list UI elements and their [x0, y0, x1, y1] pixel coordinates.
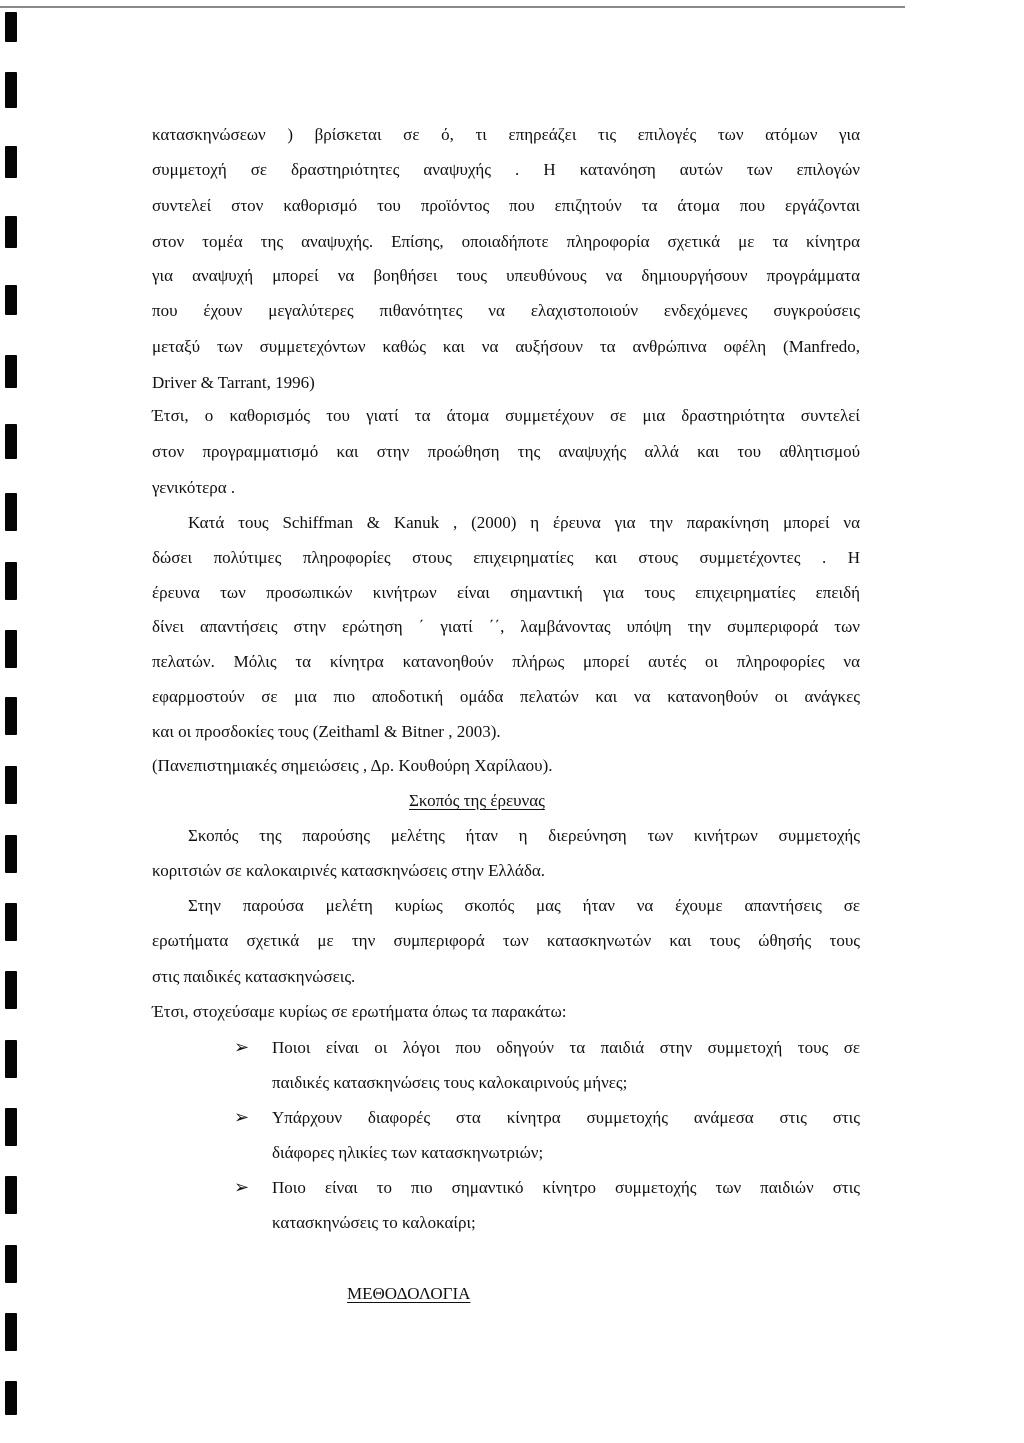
- paragraph-line: εφαρμοστούν σε μια πιο αποδοτική ομάδα πελατών και να κατανοηθούν οι ανάγκες: [152, 687, 860, 706]
- punch-hole: [5, 766, 17, 804]
- punch-hole: [5, 12, 17, 42]
- list-item-text: Ποιοι είναι οι λόγοι που οδηγούν τα παιδιά στην συμμετοχή τους σε: [272, 1038, 860, 1057]
- punch-hole: [5, 971, 17, 1009]
- punch-hole: [5, 1381, 17, 1415]
- arrow-bullet-icon: ➢: [234, 1037, 250, 1058]
- arrow-bullet-icon: ➢: [234, 1107, 250, 1128]
- paragraph-line: Driver & Tarrant, 1996): [152, 373, 315, 392]
- punch-hole: [5, 697, 17, 735]
- list-item-text: κατασκηνώσεις το καλοκαίρι;: [272, 1213, 476, 1232]
- list-item-text: παιδικές κατασκηνώσεις τους καλοκαιρινούς μήνες;: [272, 1073, 628, 1092]
- paragraph-line: Έτσι, στοχεύσαμε κυρίως σε ερωτήματα όπως τα παρακάτω:: [152, 1002, 567, 1021]
- section-heading-methodology: ΜΕΘΟΔΟΛΟΓΙΑ: [347, 1284, 471, 1303]
- paragraph-line: έρευνα των προσωπικών κινήτρων είναι σημαντική για τους επιχειρηματίες επειδή: [152, 583, 860, 602]
- arrow-bullet-icon: ➢: [234, 1177, 250, 1198]
- list-item-text: Ποιο είναι το πιο σημαντικό κίνητρο συμμετοχής των παιδιών στις: [272, 1178, 860, 1197]
- paragraph-line: δώσει πολύτιμες πληροφορίες στους επιχειρηματίες και στους συμμετέχοντες . Η: [152, 548, 860, 567]
- paragraph-line: γενικότερα .: [152, 478, 236, 497]
- punch-hole: [5, 285, 17, 315]
- paragraph-line: στις παιδικές κατασκηνώσεις.: [152, 967, 356, 986]
- punch-hole: [5, 562, 17, 600]
- paragraph-line: και οι προσδοκίες τους (Zeithaml & Bitner , 2003).: [152, 722, 501, 741]
- paragraph-line: πελατών. Μόλις τα κίνητρα κατανοηθούν πλήρως μπορεί αυτές οι πληροφορίες να: [152, 652, 860, 671]
- punch-hole: [5, 493, 17, 531]
- punch-hole: [5, 146, 17, 178]
- binding-punch-holes: [0, 0, 40, 1443]
- punch-hole: [5, 903, 17, 941]
- paragraph-line: Κατά τους Schiffman & Kanuk , (2000) η έρευνα για την παρακίνηση μπορεί να: [188, 513, 860, 532]
- paragraph-line: συμμετοχή σε δραστηριότητες αναψυχής . Η κατανόηση αυτών των επιλογών: [152, 160, 860, 179]
- punch-hole: [5, 216, 17, 248]
- paragraph-line: δίνει απαντήσεις στην ερώτηση ΄ γιατί ΄΄, λαμβάνοντας υπόψη την συμπεριφορά των: [152, 617, 860, 636]
- paragraph-line: ερωτήματα σχετικά με την συμπεριφορά των κατασκηνωτών και τους ώθησής τους: [152, 931, 860, 950]
- punch-hole: [5, 630, 17, 668]
- punch-hole: [5, 72, 17, 108]
- paragraph-line: Στην παρούσα μελέτη κυρίως σκοπός μας ήταν να έχουμε απαντήσεις σε: [188, 896, 860, 915]
- paragraph-line: Έτσι, ο καθορισμός του γιατί τα άτομα συμμετέχουν σε μια δραστηριότητα συντελεί: [152, 406, 860, 425]
- paragraph-line: μεταξύ των συμμετεχόντων καθώς και να αυξήσουν τα ανθρώπινα οφέλη (Manfredo,: [152, 337, 860, 356]
- list-item-text: διάφορες ηλικίες των κατασκηνωτριών;: [272, 1143, 544, 1162]
- paragraph-line: κοριτσιών σε καλοκαιρινές κατασκηνώσεις στην Ελλάδα.: [152, 861, 546, 880]
- paragraph-line: για αναψυχή μπορεί να βοηθήσει τους υπευθύνους να δημιουργήσουν προγράμματα: [152, 266, 860, 285]
- paragraph-line: συντελεί στον καθορισμό του προϊόντος που επιζητούν τα άτομα που εργάζονται: [152, 196, 860, 215]
- punch-hole: [5, 1108, 17, 1146]
- paragraph-line: Σκοπός της παρούσης μελέτης ήταν η διερεύνηση των κινήτρων συμμετοχής: [188, 826, 860, 845]
- punch-hole: [5, 1245, 17, 1283]
- punch-hole: [5, 1040, 17, 1078]
- punch-hole: [5, 835, 17, 873]
- punch-hole: [5, 355, 17, 388]
- citation-line: (Πανεπιστημιακές σημειώσεις , Δρ. Κουθούρη Χαρίλαου).: [152, 756, 553, 775]
- paragraph-line: που έχουν μεγαλύτερες πιθανότητες να ελαχιστοποιούν ενδεχόμενες συγκρούσεις: [152, 301, 860, 320]
- section-heading-scope: Σκοπός της έρευνας: [409, 791, 545, 810]
- paragraph-line: στον προγραμματισμό και στην προώθηση της αναψυχής αλλά και του αθλητισμού: [152, 442, 860, 461]
- list-item-text: Υπάρχουν διαφορές στα κίνητρα συμμετοχής ανάμεσα στις στις: [272, 1108, 860, 1127]
- paragraph-line: στον τομέα της αναψυχής. Επίσης, οποιαδήποτε πληροφορία σχετικά με τα κίνητρα: [152, 232, 860, 251]
- paragraph-line: κατασκηνώσεων ) βρίσκεται σε ό, τι επηρεάζει τις επιλογές των ατόμων για: [152, 125, 860, 144]
- punch-hole: [5, 1313, 17, 1351]
- punch-hole: [5, 424, 17, 459]
- top-border-rule: [0, 6, 905, 8]
- punch-hole: [5, 1176, 17, 1214]
